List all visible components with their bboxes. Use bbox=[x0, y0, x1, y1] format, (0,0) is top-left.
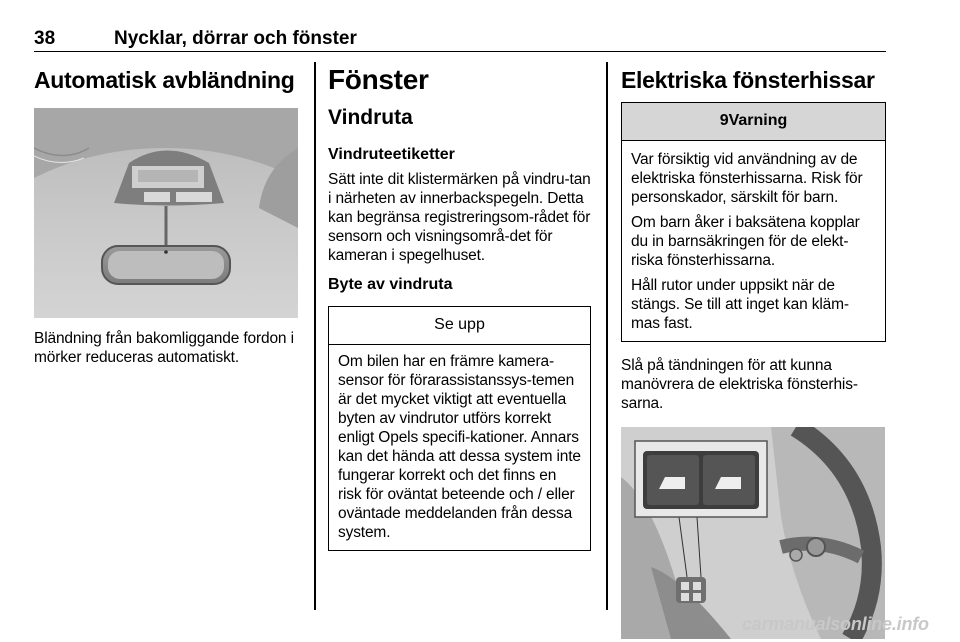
column-divider bbox=[606, 62, 608, 610]
warning-paragraph: Om barn åker i baksätena kopplar du in barnsäkringen för de elekt-riska fönsterhissarna. bbox=[631, 214, 860, 269]
caution-text: Om bilen har en främre kamera-sensor för förarassistanssys-temen är det mycket viktigt att eventuella byten av vindrutor utförs korrekt enligt Opels specifi-kationer. Annars kan det hända att dessa system inte fungerar korrekt och det finns en risk för oväntat beteende och / eller oväntade meddelanden från dessa system. bbox=[338, 353, 581, 541]
chapter-heading: Fönster bbox=[328, 64, 429, 95]
caution-title: Se upp bbox=[329, 307, 590, 345]
caution-box bbox=[328, 306, 591, 551]
mirror-caption: Bländning från bakomliggande fordon i mörker reduceras automatiskt. bbox=[34, 330, 294, 366]
warning-paragraph: Var försiktig vid användning av de elektriska fönsterhissarna. Risk för personskador, särskilt för barn. bbox=[631, 151, 863, 206]
subsection-heading: Vindruta bbox=[328, 106, 413, 129]
topic-heading: Vindruteetiketter bbox=[328, 146, 455, 163]
chapter-title: Nycklar, dörrar och fönster bbox=[114, 28, 357, 49]
topic-heading: Byte av vindruta bbox=[328, 276, 453, 293]
warning-text bbox=[622, 141, 885, 341]
section-heading: Automatisk avbländning bbox=[34, 67, 295, 93]
page-header bbox=[34, 26, 886, 52]
ignition-text: Slå på tändningen för att kunna manövrera de elektriska fönsterhis-sarna. bbox=[621, 357, 858, 412]
page-number: 38 bbox=[34, 28, 56, 49]
windscreen-label-text: Sätt inte dit klistermärken på vindru-tan i närheten av innerbackspegeln. Detta kan begränsa registreringsom-rådet för sensorn och visningsområ-det för kameran i spegelhuset. bbox=[328, 171, 591, 264]
watermark: carmanualsonline.info bbox=[742, 614, 929, 634]
warning-paragraph: Håll rutor under uppsikt när de stängs. Se till att inget kan kläm-mas fast. bbox=[631, 277, 849, 332]
column-divider bbox=[314, 62, 316, 610]
column-2 bbox=[328, 64, 591, 551]
column-1 bbox=[34, 64, 298, 367]
warning-icon: 9 bbox=[719, 112, 729, 129]
warning-title: Varning bbox=[728, 112, 788, 129]
warning-header bbox=[622, 103, 885, 141]
warning-box bbox=[621, 102, 886, 342]
window-switch-photo bbox=[621, 427, 885, 639]
column-3 bbox=[621, 64, 886, 639]
rearview-mirror-photo bbox=[34, 108, 298, 318]
section-heading: Elektriska fönsterhissar bbox=[621, 67, 875, 93]
